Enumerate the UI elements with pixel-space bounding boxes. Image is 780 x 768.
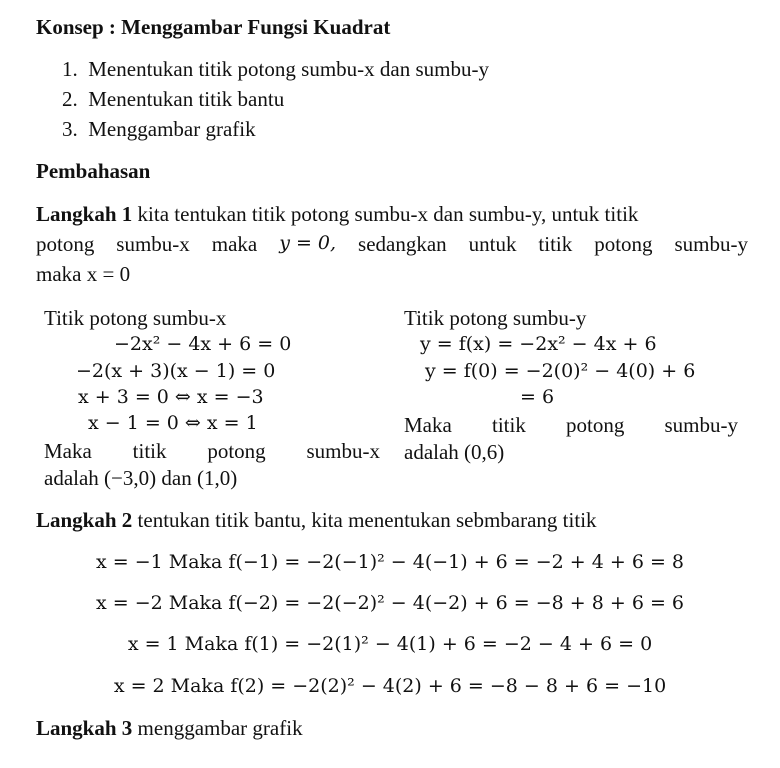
page-title: Konsep : Menggambar Fungsi Kuadrat: [36, 15, 391, 39]
word: titik: [132, 439, 167, 463]
y-conclusion-line2: adalah (0,6): [404, 440, 505, 464]
helper-point-eq-4: x = 2 Maka f(2) = −2(2)² − 4(2) + 6 = −8 − 8 + 6 = −10: [113, 675, 667, 697]
list-item-2: [62, 89, 284, 110]
step1-label: Langkah 1: [36, 202, 133, 226]
y-equation-1: y = f(x) = −2x² − 4x + 6: [420, 333, 657, 355]
section-heading: Pembahasan: [36, 159, 151, 183]
word: potong: [207, 439, 266, 463]
word: Maka: [44, 439, 92, 463]
list-item-text: Menentukan titik bantu: [88, 87, 285, 111]
word: titik: [538, 232, 573, 256]
x-intercept-heading: Titik potong sumbu-x: [44, 306, 227, 330]
word: maka: [211, 232, 258, 256]
list-number: 2.: [62, 87, 78, 111]
x-conclusion-line2: adalah (−3,0) dan (1,0): [44, 466, 238, 490]
list-item-3: [62, 119, 256, 140]
list-number: 1.: [62, 57, 78, 81]
helper-point-eq-2: x = −2 Maka f(−2) = −2(−2)² − 4(−2) + 6 = −8 + 8 + 6 = 6: [95, 592, 685, 614]
word: sumbu-x: [116, 232, 190, 256]
list-number: 3.: [62, 117, 78, 141]
word: sedangkan: [358, 232, 447, 256]
step1-line1: [36, 204, 638, 225]
list-item-text: Menentukan titik potong sumbu-x dan sumbu-y: [88, 57, 489, 81]
y-intercept-heading: Titik potong sumbu-y: [404, 306, 587, 330]
step3-text: menggambar grafik: [137, 716, 303, 740]
word: potong: [36, 232, 95, 256]
step3-line: [36, 718, 303, 739]
word: potong: [594, 232, 653, 256]
x-conclusion-line1: [44, 441, 380, 462]
word: sumbu-x: [306, 439, 380, 463]
word: sumbu-y: [664, 413, 738, 437]
word-math: y = 0,: [279, 232, 337, 254]
word: titik: [491, 413, 526, 437]
word: untuk: [468, 232, 517, 256]
step2-text: tentukan titik bantu, kita menentukan sebmbarang titik: [137, 508, 597, 532]
step1-text: kita tentukan titik potong sumbu-x dan sumbu-y, untuk titik: [137, 202, 639, 226]
y-conclusion-line1: [404, 415, 738, 436]
step3-label: Langkah 3: [36, 716, 133, 740]
x-equation-1: −2x² − 4x + 6 = 0: [114, 333, 292, 355]
y-equation-2: y = f(0) = −2(0)² − 4(0) + 6: [425, 360, 696, 382]
y-equation-3: = 6: [520, 386, 555, 408]
word: Maka: [404, 413, 452, 437]
x-equation-2: −2(x + 3)(x − 1) = 0: [76, 360, 276, 382]
step2-line: [36, 510, 597, 531]
word: potong: [565, 413, 625, 437]
x-equation-3: x + 3 = 0 ⇔ x = −3: [78, 386, 264, 408]
helper-point-eq-3: x = 1 Maka f(1) = −2(1)² − 4(1) + 6 = −2 − 4 + 6 = 0: [127, 633, 653, 655]
list-item-1: [62, 59, 489, 80]
step2-label: Langkah 2: [36, 508, 133, 532]
list-item-text: Menggambar grafik: [88, 117, 256, 141]
step1-line3: maka x = 0: [36, 262, 131, 286]
helper-point-eq-1: x = −1 Maka f(−1) = −2(−1)² − 4(−1) + 6 = −2 + 4 + 6 = 8: [95, 551, 685, 573]
step1-line2: [36, 234, 748, 255]
word: sumbu-y: [674, 232, 748, 256]
x-equation-4: x − 1 = 0 ⇔ x = 1: [88, 412, 258, 434]
